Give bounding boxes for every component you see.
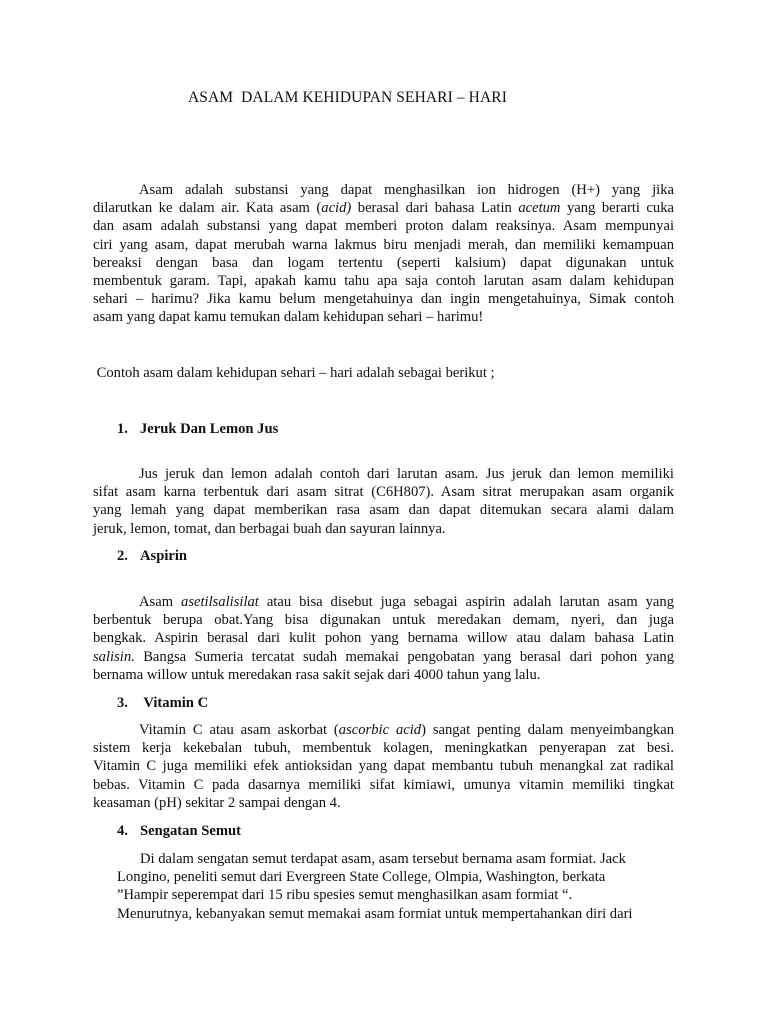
term-asetilsalisilat: asetilsalisilat (181, 594, 259, 610)
document-title: ASAM DALAM KEHIDUPAN SEHARI – HARI (188, 89, 507, 106)
term-acid: acid) (321, 200, 352, 217)
section-heading-3: 3. Vitamin C (117, 695, 209, 711)
section-paragraph-4: Di dalam sengatan semut terdapat asam, asam tersebut bernama asam formiat. Jack Longino, peneliti semut dari Evergreen State College, Olmpia, Washington, berkata ”Hampir seperempat dari 15 ribu spesies semut menghasilkan asam formiat “. Menurutnya, kebanyakan semut memakai asam formiat untuk mempertahankan diri dari (117, 851, 633, 922)
term-salisin: salisin. (93, 648, 135, 665)
section-heading-2: 2. Aspirin (117, 548, 188, 564)
section-paragraph-2: Asam asetilsalisilat atau bisa disebut juga sebagai aspirin adalah larutan asam yang berbentuk berupa obat.Yang bisa digunakan untuk meredakan demam, nyeri, dan juga bengkak. Aspirin berasal dari kulit pohon yang bernama willow atau dalam bahasa Latin salisin. Bangsa Sumeria tercatat sudah memakai pengobatan yang berasal dari pohon yang bernama willow untuk meredakan rasa sakit sejak dari 4000 tahun yang lalu. (93, 594, 674, 683)
term-ascorbic-acid: ascorbic acid (338, 722, 422, 738)
section-paragraph-3: Vitamin C atau asam askorbat (ascorbic acid) sangat penting dalam menyeimbangkan sistem kerja kekebalan tubuh, membentuk kolagen, meningkatkan penyerapan zat besi. Vitamin C juga memiliki efek antioksidan yang dapat membantu tubuh menangkal zat radikal bebas. Vitamin C pada dasarnya memiliki sifat kimiawi, umunya vitamin memiliki tingkat keasaman (pH) sekitar 2 sampai dengan 4. (93, 722, 674, 811)
intro-line-1: Asam adalah substansi yang dapat menghasilkan ion hidrogen (H+) yang jika (139, 182, 674, 198)
examples-intro: Contoh asam dalam kehidupan sehari – hari adalah sebagai berikut ; (93, 365, 495, 381)
section-paragraph-1: Jus jeruk dan lemon adalah contoh dari larutan asam. Jus jeruk dan lemon memiliki sifat asam karna terbentuk dari asam sitrat (C6H807). Asam sitrat merupakan asam organik yang lemah yang dapat memberikan rasa asam dan dapat ditemukan secara alami dalam jeruk, lemon, tomat, dan berbagai buah dan sayuran lainnya. (93, 466, 674, 537)
term-acetum: acetum (518, 200, 561, 217)
section-heading-4: 4. Sengatan Semut (117, 823, 241, 839)
intro-paragraph: Asam adalah substansi yang dapat menghasilkan ion hidrogen (H+) yang jika dilarutkan ke dalam air. Kata asam (acid) berasal dari bahasa Latin acetum yang berarti cuka dan asam adalah substansi yang dapat memberi proton dalam reaksinya. Asam mempunyai ciri yang asam, dapat merubah warna lakmus biru menjadi merah, dan memiliki kemampuan bereaksi dengan basa dan logam tertentu (seperti kalsium) dapat digunakan untuk membentuk garam. Tapi, apakah kamu tahu apa saja contoh larutan asam dalam kehidupan sehari – harimu? Jika kamu belum mengetahuinya dan ingin mengetahuinya, Simak contoh asam yang dapat kamu temukan dalam kehidupan sehari – harimu! (93, 182, 674, 326)
section-heading-1: 1. Jeruk Dan Lemon Jus (117, 421, 279, 437)
